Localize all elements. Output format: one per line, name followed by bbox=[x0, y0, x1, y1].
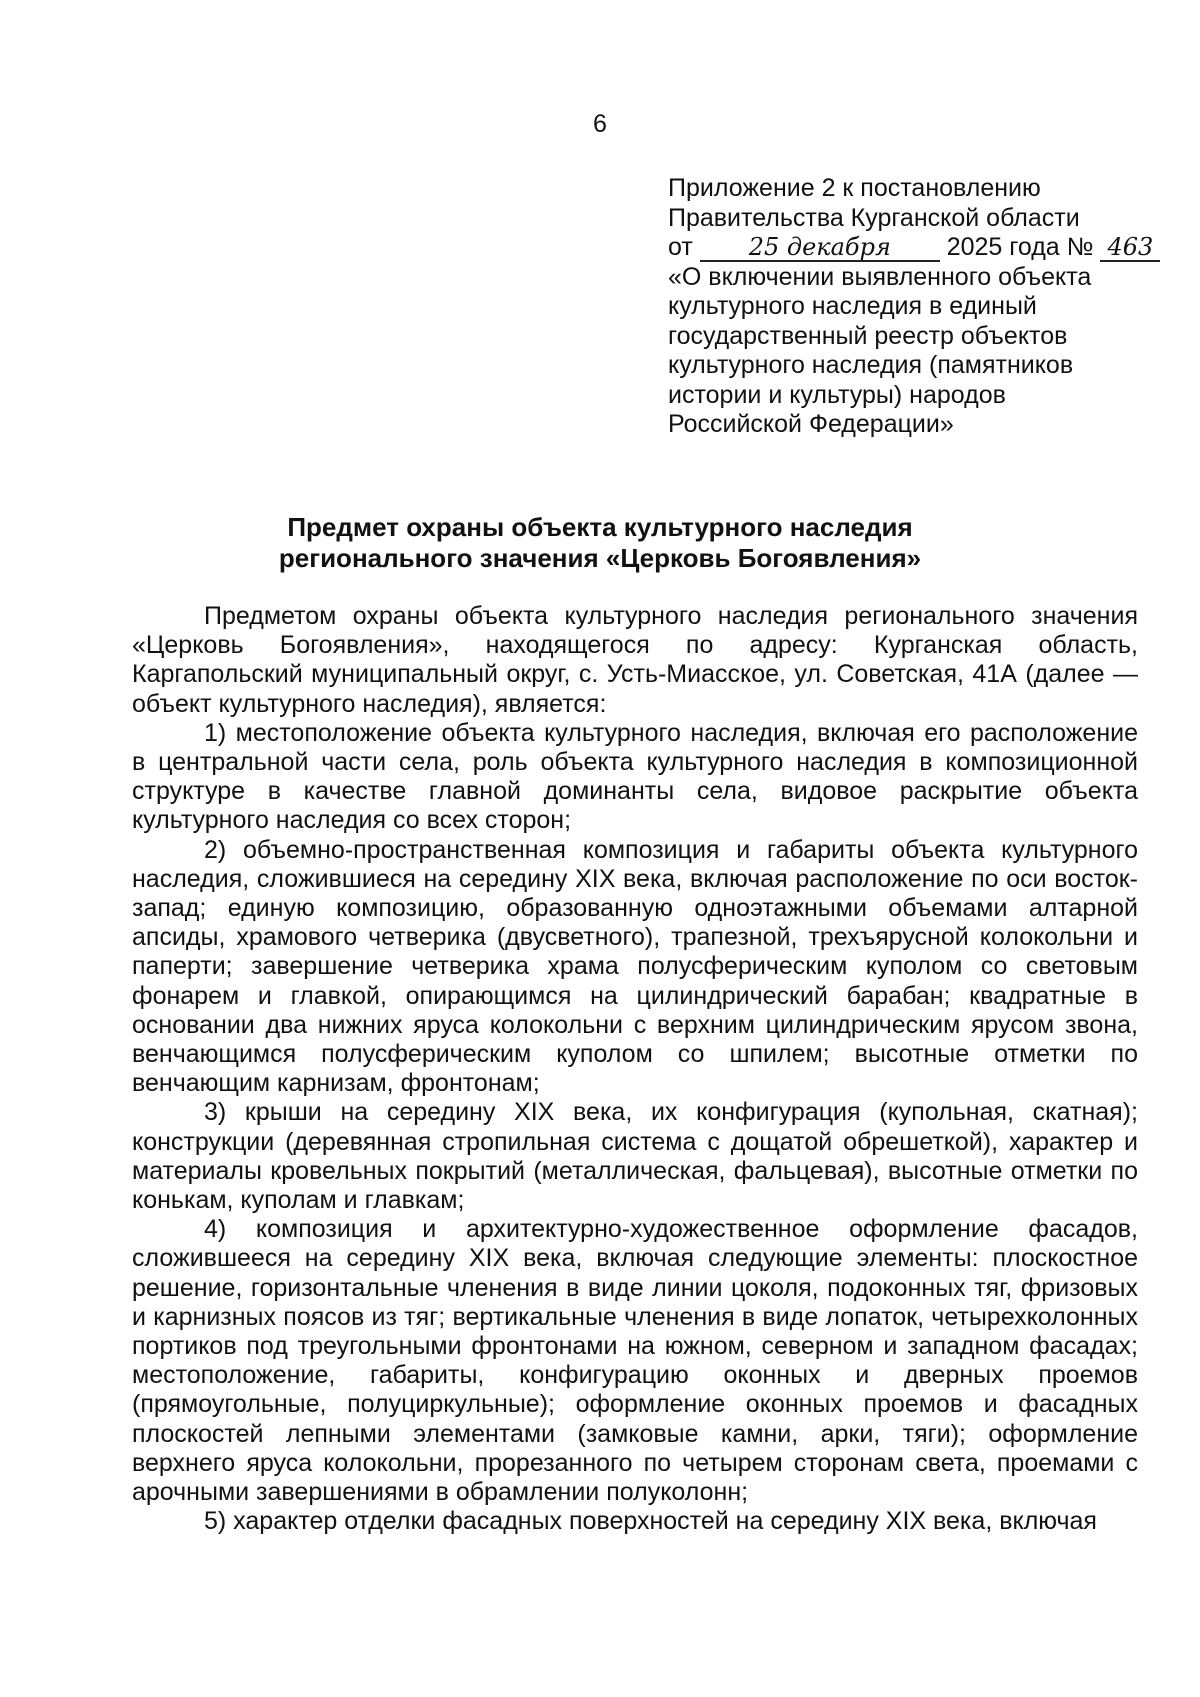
document-title bbox=[150, 512, 1050, 574]
appendix-line-5: государственный реестр объектов bbox=[668, 321, 1068, 350]
appendix-line-8: Российской Федерации» bbox=[668, 410, 954, 438]
appendix-line-1: Приложение 2 к постановлению bbox=[668, 174, 1041, 202]
date-prefix: от bbox=[668, 233, 693, 261]
paragraph-item-4: 4) композиция и архитектурно-художественное оформление фасадов, сложившееся на середину XIX века, включая следующие элементы: плоскостное решение, горизонтальные членения в виде линии цоколя, подоконных тяг, фризовых и карнизных поясов из тяг; вертикальные членения в виде лопаток, четырехколонных портиков под треугольными фронтонами на южном, северном и западном фасадах; местоположение, габариты, конфигурацию оконных и дверных проемов (прямоугольные, полуциркульные); оформление оконных проемов и фасадных плоскостей лепными элементами (замковые камни, арки, тяги); оформление верхнего яруса колокольни, прорезанного по четырем сторонам света, проемами с арочными завершениями в обрамлении полуколонн; bbox=[132, 1215, 1138, 1507]
handwritten-number: 463 bbox=[1100, 234, 1160, 262]
appendix-line-2: Правительства Курганской области bbox=[668, 203, 1080, 232]
handwritten-date: 25 декабря bbox=[700, 234, 940, 262]
page-number: 6 bbox=[593, 110, 607, 138]
appendix-line-6: культурного наследия (памятников bbox=[668, 351, 1074, 379]
year-text: 2025 года № bbox=[946, 233, 1094, 261]
paragraph-item-3: 3) крыши на середину XIX века, их конфигурация (купольная, скатная); конструкции (деревянная стропильная система с дощатой обрешеткой), характер и материалы кровельных покрытий (металлическая, фальцевая), высотные отметки по конькам, куполам и главкам; bbox=[132, 1098, 1138, 1215]
appendix-line-3: «О включении выявленного объекта bbox=[668, 262, 1092, 291]
title-line-1: Предмет охраны объекта культурного наследия bbox=[287, 512, 913, 542]
appendix-block bbox=[668, 174, 1154, 440]
appendix-line-7: истории и культуры) народов bbox=[668, 380, 1006, 409]
paragraph-item-1: 1) местоположение объекта культурного наследия, включая его расположение в центральной части села, роль объекта культурного наследия в композиционной структуре в качестве главной доминанты села, видовое раскрытие объекта культурного наследия со всех сторон; bbox=[132, 718, 1138, 835]
paragraph-item-5: 5) характер отделки фасадных поверхностей на середину XIX века, включая bbox=[204, 1507, 1097, 1536]
appendix-date-line bbox=[668, 233, 1154, 263]
document-body bbox=[132, 602, 1138, 1537]
paragraph-intro: Предметом охраны объекта культурного наследия регионального значения «Церковь Богоявления», находящегося по адресу: Курганская область, Каргапольский муниципальный округ, с. Усть-Миасское, ул. Советская, 41А (далее — объект культурного наследия), является: bbox=[132, 602, 1138, 718]
title-line-2: регионального значения «Церковь Богоявления» bbox=[278, 543, 922, 573]
appendix-line-4: культурного наследия в единый bbox=[668, 292, 1037, 320]
paragraph-item-2: 2) объемно-пространственная композиция и габариты объекта культурного наследия, сложившиеся на середину XIX века, включая расположение по оси восток-запад; единую композицию, образованную одноэтажными объемами алтарной апсиды, храмового четверика (двусветного), трапезной, трехъярусной колокольни и паперти; завершение четверика храма полусферическим куполом со световым фонарем и главкой, опирающимся на цилиндрический барабан; квадратные в основании два нижних яруса колокольни с верхним цилиндрическим ярусом звона, венчающимся полусферическим куполом со шпилем; высотные отметки по венчающим карнизам, фронтонам; bbox=[132, 835, 1138, 1098]
